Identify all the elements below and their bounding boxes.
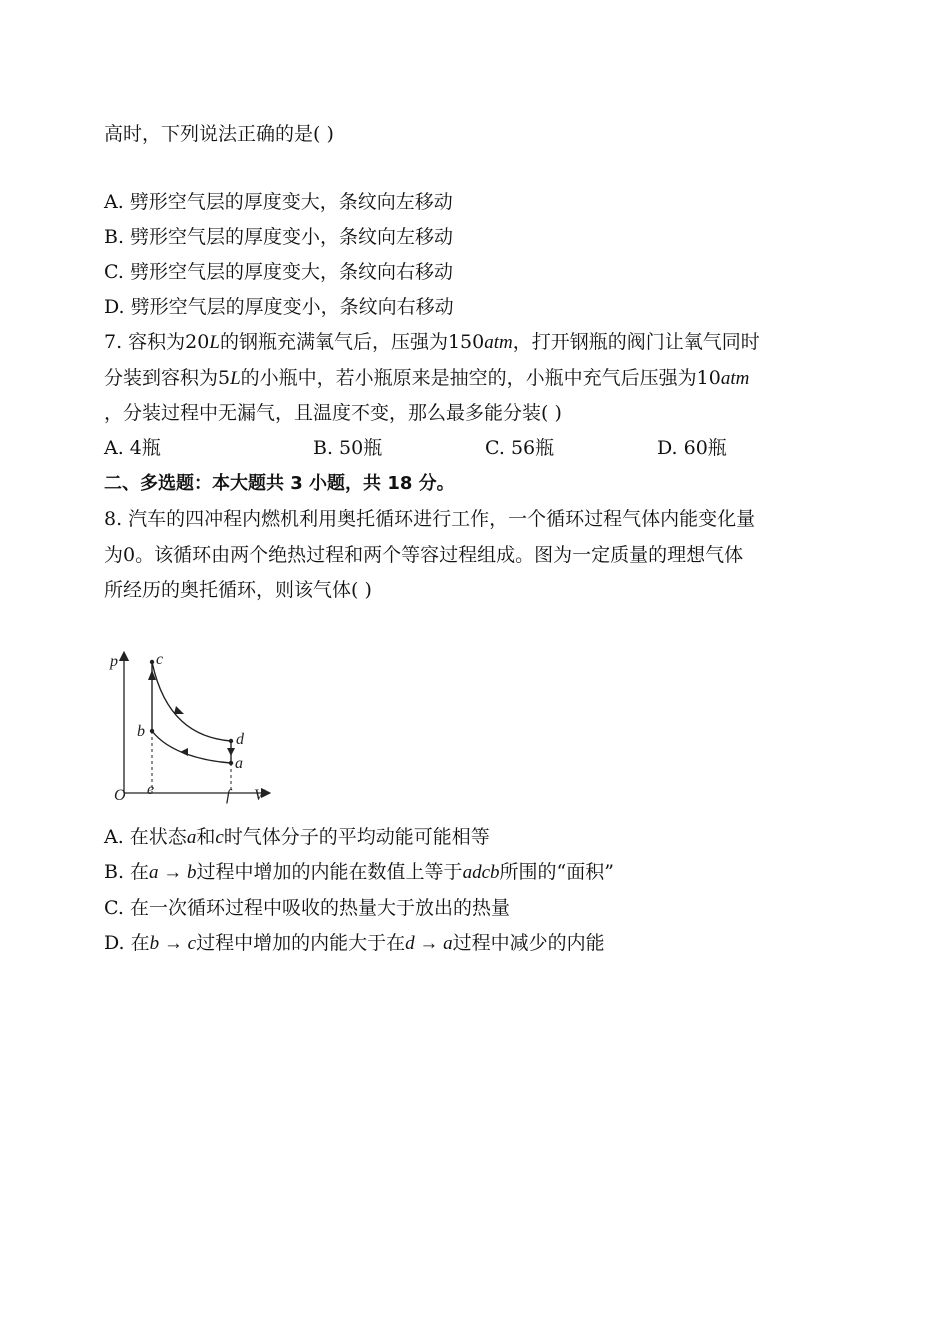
process-ab — [152, 731, 231, 763]
section-heading: 二、多选题：本大题共 3 小题，共 18 分。 — [104, 473, 455, 494]
unit-liter: L — [209, 332, 220, 353]
q7-option-a: A. 4瓶 — [104, 437, 161, 459]
label-O: O — [114, 787, 126, 804]
q8-line-3: 所经历的奥托循环，则该气体( ) — [104, 579, 372, 601]
q8-line-2: 为0。该循环由两个绝热过程和两个等容过程组成。图为一定质量的理想气体 — [104, 544, 744, 566]
label-e: e — [147, 781, 155, 798]
label-V: V — [254, 787, 264, 804]
q6-option-a: A. 劈形空气层的厚度变大，条纹向左移动 — [104, 191, 453, 213]
q7-option-d: D. 60瓶 — [657, 437, 727, 459]
otto-cycle-diagram — [104, 648, 284, 812]
q8-line-1: 8. 汽车的四冲程内燃机利用奥托循环进行工作，一个循环过程气体内能变化量 — [104, 508, 756, 530]
q8-option-b: B. 在a → b过程中增加的内能在数值上等于adcb所围的“面积” — [104, 861, 614, 883]
q6-option-b: B. 劈形空气层的厚度变小，条纹向左移动 — [104, 226, 454, 248]
q8-option-d: D. 在b → c过程中增加的内能大于在d → a过程中减少的内能 — [104, 932, 605, 954]
label-f: f — [226, 787, 231, 804]
q8-option-a: A. 在状态a和c时气体分子的平均动能可能相等 — [104, 826, 490, 848]
process-cd — [152, 662, 231, 741]
label-d: d — [236, 731, 244, 748]
q7-line-2: 分装到容积为5L的小瓶中，若小瓶原来是抽空的，小瓶中充气后压强为10atm — [104, 367, 750, 389]
label-p: p — [110, 653, 118, 670]
unit-atm: atm — [484, 332, 513, 353]
unit-atm: atm — [720, 368, 750, 389]
q7-line-3: ，分装过程中无漏气，且温度不变，那么最多能分装( ) — [104, 402, 562, 424]
label-c: c — [156, 651, 164, 668]
q7-option-c: C. 56瓶 — [485, 437, 555, 459]
label-a: a — [235, 755, 243, 772]
q6-option-d: D. 劈形空气层的厚度变小，条纹向右移动 — [104, 296, 454, 318]
q7-option-b: B. 50瓶 — [313, 437, 383, 459]
q7-line-1: 7. 容积为20L的钢瓶充满氧气后，压强为150atm，打开钢瓶的阀门让氧气同时 — [104, 331, 760, 353]
q8-option-c: C. 在一次循环过程中吸收的热量大于放出的热量 — [104, 897, 510, 919]
unit-liter: L — [230, 368, 241, 389]
q6-option-c: C. 劈形空气层的厚度变大，条纹向右移动 — [104, 261, 453, 283]
label-b: b — [137, 723, 145, 740]
q6-tail: 高时，下列说法正确的是( ) — [104, 123, 334, 145]
